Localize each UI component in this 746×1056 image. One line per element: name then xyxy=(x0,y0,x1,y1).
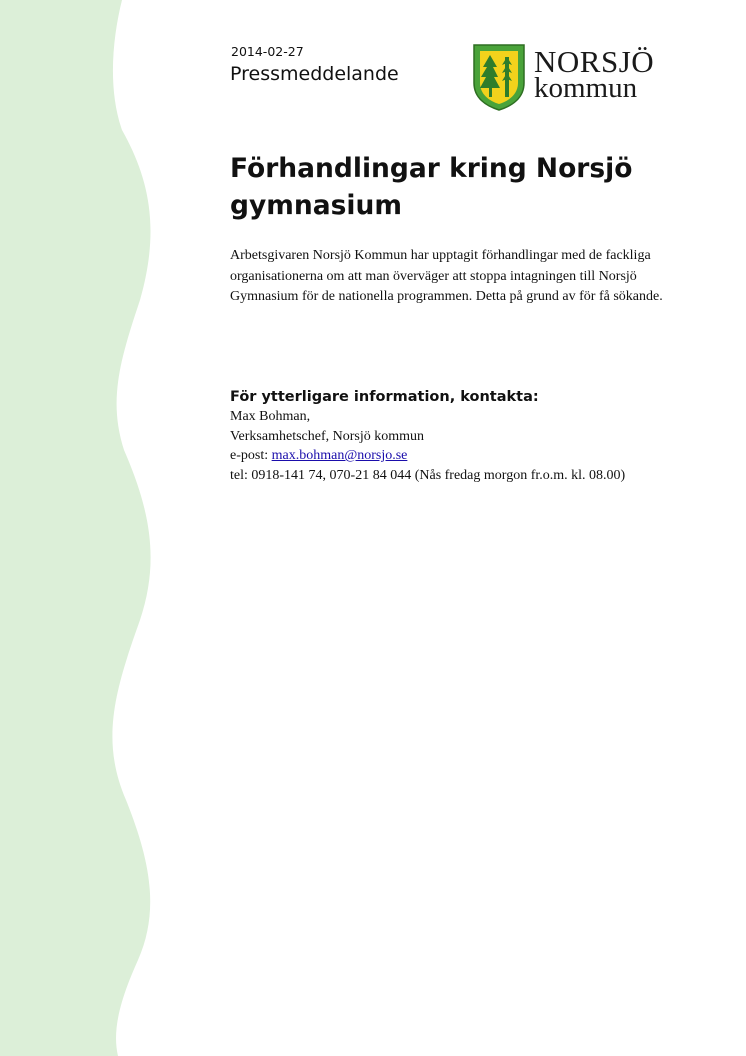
document-type: Pressmeddelande xyxy=(230,63,399,85)
headline: Förhandlingar kring Norsjö gymnasium xyxy=(230,153,633,221)
contact-email-line xyxy=(230,446,700,466)
email-link[interactable]: max.bohman@norsjo.se xyxy=(271,448,408,463)
contact-title: Verksamhetschef, Norsjö kommun xyxy=(230,428,425,444)
norsjo-kommun-logo xyxy=(472,43,662,111)
press-release-date: 2014-02-27 xyxy=(231,44,304,59)
body-paragraph: Arbetsgivaren Norsjö Kommun har upptagit förhandlingar med de fackliga organisationerna om att man överväger att stoppa intagningen till Norsjö Gymnasium för de nationella programmen. Detta på grund av för få sökande. xyxy=(230,248,663,304)
contact-section xyxy=(230,388,700,485)
logo-name: NORSJÖ xyxy=(534,44,655,79)
contact-name: Max Bohman, xyxy=(230,409,311,424)
logo-subtitle: kommun xyxy=(534,72,638,104)
email-label: e-post: xyxy=(230,448,272,463)
coat-of-arms-icon xyxy=(472,43,526,111)
contact-phone: tel: 0918-141 74, 070-21 84 044 (Nås fredag morgon fr.o.m. kl. 08.00) xyxy=(230,467,626,483)
contact-heading: För ytterligare information, kontakta: xyxy=(230,389,539,405)
